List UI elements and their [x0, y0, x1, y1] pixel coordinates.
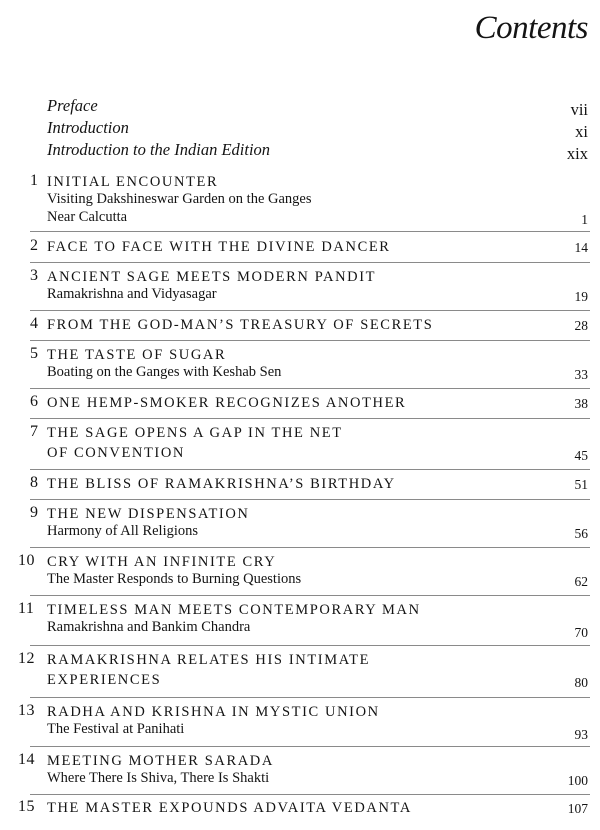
- chapter-subtitle: The Master Responds to Burning Questions: [47, 571, 302, 587]
- chapter-page: 28: [574, 318, 588, 333]
- chapter-number: 11: [18, 600, 35, 617]
- chapter-subtitle-line2: Near Calcutta: [47, 209, 128, 225]
- divider: [30, 645, 590, 646]
- chapter-title: RADHA AND KRISHNA IN MYSTIC UNION: [47, 704, 380, 720]
- front-matter-page: xix: [566, 144, 588, 163]
- front-matter-page: vii: [570, 100, 588, 119]
- chapter-subtitle: Harmony of All Religions: [47, 523, 199, 539]
- front-matter-label: Introduction to the Indian Edition: [47, 140, 271, 159]
- chapter-page: 107: [567, 801, 588, 816]
- chapter-subtitle: Visiting Dakshineswar Garden on the Ganges: [47, 191, 312, 207]
- chapter-title: THE BLISS OF RAMAKRISHNA’S BIRTHDAY: [47, 476, 396, 492]
- chapter-subtitle: Ramakrishna and Vidyasagar: [47, 286, 217, 302]
- divider: [30, 262, 590, 263]
- chapter-title-line2: EXPERIENCES: [47, 672, 162, 688]
- chapter-subtitle: The Festival at Panihati: [47, 721, 185, 737]
- chapter-title: THE SAGE OPENS A GAP IN THE NET: [47, 425, 343, 441]
- chapter-title: FROM THE GOD-MAN’S TREASURY OF SECRETS: [47, 317, 434, 333]
- chapter-title: RAMAKRISHNA RELATES HIS INTIMATE: [47, 652, 371, 668]
- chapter-number: 7: [30, 423, 39, 440]
- chapter-title: THE NEW DISPENSATION: [47, 506, 250, 522]
- chapter-page: 93: [574, 727, 588, 742]
- chapter-page: 14: [574, 240, 588, 255]
- chapter-number: 8: [30, 474, 39, 491]
- chapter-page: 80: [574, 675, 588, 690]
- chapter-title: MEETING MOTHER SARADA: [47, 753, 274, 769]
- chapter-title: FACE TO FACE WITH THE DIVINE DANCER: [47, 239, 391, 255]
- chapter-number: 5: [30, 345, 39, 362]
- chapter-number: 10: [18, 552, 35, 569]
- chapter-page: 33: [574, 367, 588, 382]
- divider: [30, 499, 590, 500]
- divider: [30, 388, 590, 389]
- chapter-title: INITIAL ENCOUNTER: [47, 174, 219, 190]
- chapter-title: THE MASTER EXPOUNDS ADVAITA VEDANTA: [47, 800, 412, 816]
- chapter-number: 6: [30, 393, 39, 410]
- divider: [30, 340, 590, 341]
- divider: [30, 310, 590, 311]
- page-title: Contents: [474, 10, 588, 46]
- chapter-title: CRY WITH AN INFINITE CRY: [47, 554, 277, 570]
- divider: [30, 746, 590, 747]
- chapter-title: THE TASTE OF SUGAR: [47, 347, 227, 363]
- chapter-title: TIMELESS MAN MEETS CONTEMPORARY MAN: [47, 602, 421, 618]
- chapter-page: 45: [574, 448, 588, 463]
- chapter-subtitle: Boating on the Ganges with Keshab Sen: [47, 364, 282, 380]
- chapter-page: 38: [574, 396, 588, 411]
- chapter-title: ANCIENT SAGE MEETS MODERN PANDIT: [47, 269, 377, 285]
- front-matter-list: [0, 96, 600, 162]
- front-matter-label: Introduction: [47, 118, 129, 137]
- divider: [30, 697, 590, 698]
- chapter-number: 9: [30, 504, 39, 521]
- chapter-page: 100: [567, 773, 588, 788]
- chapter-number: 1: [30, 172, 39, 189]
- chapter-page: 62: [574, 574, 588, 589]
- chapter-number: 13: [18, 702, 35, 719]
- divider: [30, 418, 590, 419]
- chapter-number: 2: [30, 237, 39, 254]
- chapter-page: 19: [574, 289, 588, 304]
- chapter-page: 56: [574, 526, 588, 541]
- chapter-title: ONE HEMP-SMOKER RECOGNIZES ANOTHER: [47, 395, 407, 411]
- front-matter-page: xi: [575, 122, 588, 141]
- chapter-subtitle: Where There Is Shiva, There Is Shakti: [47, 770, 270, 786]
- chapter-number: 12: [18, 650, 35, 667]
- chapter-page: 51: [574, 477, 588, 492]
- chapter-page: 1: [581, 212, 588, 227]
- divider: [30, 231, 590, 232]
- divider: [30, 469, 590, 470]
- chapter-number: 4: [30, 315, 39, 332]
- chapter-page: 70: [574, 625, 588, 640]
- front-matter-label: Preface: [47, 96, 98, 115]
- front-matter-item[interactable]: [0, 96, 600, 118]
- divider: [30, 547, 590, 548]
- front-matter-item[interactable]: [0, 118, 600, 140]
- chapter-number: 14: [18, 751, 35, 768]
- front-matter-item[interactable]: [0, 140, 600, 162]
- chapter-title-line2: OF CONVENTION: [47, 445, 186, 461]
- chapter-subtitle: Ramakrishna and Bankim Chandra: [47, 619, 251, 635]
- divider: [30, 794, 590, 795]
- divider: [30, 595, 590, 596]
- chapter-number: 3: [30, 267, 39, 284]
- chapter-number: 15: [18, 798, 35, 815]
